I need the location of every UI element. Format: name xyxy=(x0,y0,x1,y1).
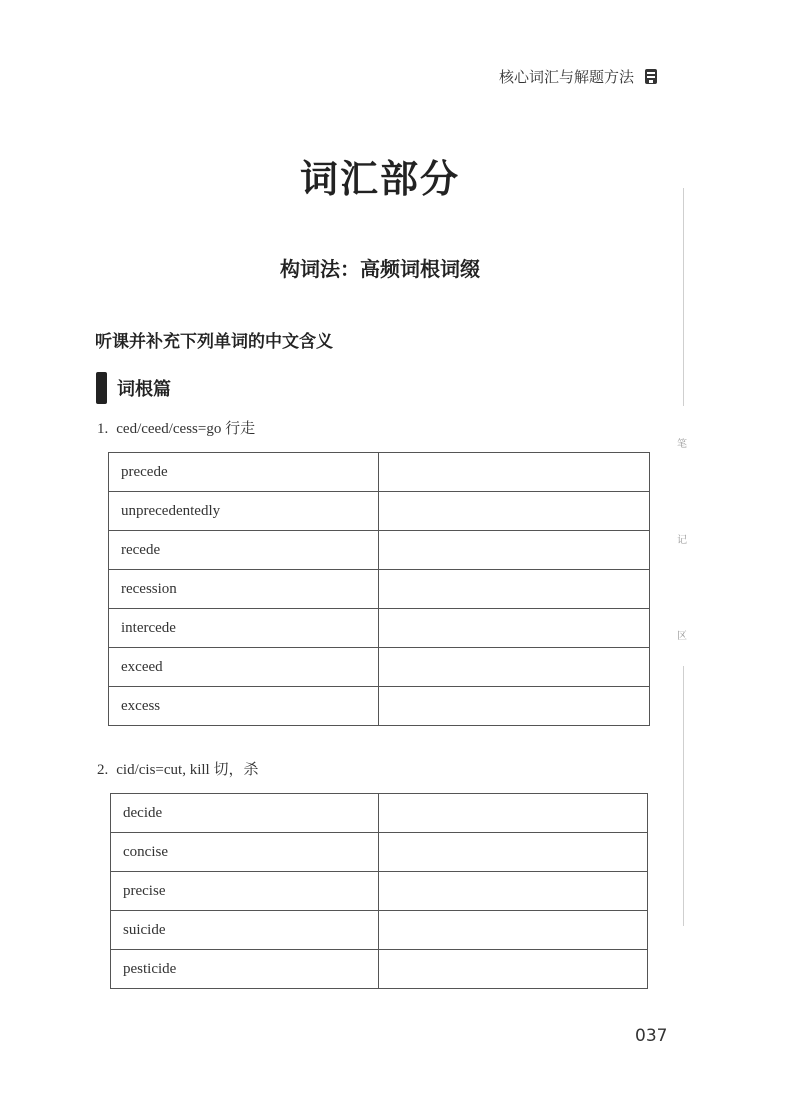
item-root: ced/ceed/cess=go 行走 xyxy=(116,421,256,437)
meaning-cell[interactable] xyxy=(378,911,647,950)
meaning-cell[interactable] xyxy=(378,609,649,648)
item-heading xyxy=(97,417,255,438)
notes-label-char: 笔 xyxy=(677,439,687,450)
meaning-cell[interactable] xyxy=(378,531,649,570)
word-cell: pesticide xyxy=(111,950,379,989)
book-badge-icon xyxy=(644,68,658,86)
meaning-cell[interactable] xyxy=(378,950,647,989)
word-cell: decide xyxy=(111,794,379,833)
word-cell: excess xyxy=(109,687,379,726)
meaning-cell[interactable] xyxy=(378,872,647,911)
word-cell: precede xyxy=(109,453,379,492)
table-row xyxy=(109,492,650,531)
table-row xyxy=(109,453,650,492)
word-cell: suicide xyxy=(111,911,379,950)
running-header xyxy=(499,66,658,87)
notes-label-char: 记 xyxy=(677,535,687,546)
item-number: 1. xyxy=(97,421,109,437)
word-cell: recede xyxy=(109,531,379,570)
page-number: 037 xyxy=(635,1026,668,1046)
meaning-cell[interactable] xyxy=(378,492,649,531)
table-row xyxy=(109,648,650,687)
word-cell: precise xyxy=(111,872,379,911)
notes-divider-bottom xyxy=(683,666,684,926)
word-cell: concise xyxy=(111,833,379,872)
meaning-cell[interactable] xyxy=(378,570,649,609)
section-marker xyxy=(96,372,107,404)
table-row xyxy=(109,570,650,609)
table-row xyxy=(111,950,648,989)
table-row xyxy=(111,833,648,872)
meaning-cell[interactable] xyxy=(378,794,647,833)
table-row xyxy=(111,872,648,911)
table-row xyxy=(111,794,648,833)
vocab-table-2 xyxy=(110,793,648,989)
meaning-cell[interactable] xyxy=(378,833,647,872)
table-row xyxy=(109,687,650,726)
notes-divider-top xyxy=(683,188,684,406)
word-cell: unprecedentedly xyxy=(109,492,379,531)
meaning-cell[interactable] xyxy=(378,648,649,687)
notes-label-char: 区 xyxy=(677,631,687,642)
vocab-table-1 xyxy=(108,452,650,726)
word-cell: intercede xyxy=(109,609,379,648)
page-title: 词汇部分 xyxy=(299,157,460,201)
table-row xyxy=(109,531,650,570)
table-row xyxy=(109,609,650,648)
word-cell: exceed xyxy=(109,648,379,687)
item-heading xyxy=(97,758,258,779)
section-heading xyxy=(96,372,171,404)
item-root: cid/cis=cut, kill 切，杀 xyxy=(116,762,259,778)
meaning-cell[interactable] xyxy=(378,453,649,492)
section-label: 词根篇 xyxy=(117,379,171,400)
header-title: 核心词汇与解题方法 xyxy=(498,68,634,86)
table-row xyxy=(111,911,648,950)
word-cell: recession xyxy=(109,570,379,609)
page-subtitle: 构词法：高频词根词缀 xyxy=(280,257,480,281)
instruction-text: 听课并补充下列单词的中文含义 xyxy=(95,332,333,352)
item-number: 2. xyxy=(97,762,109,778)
meaning-cell[interactable] xyxy=(378,687,649,726)
